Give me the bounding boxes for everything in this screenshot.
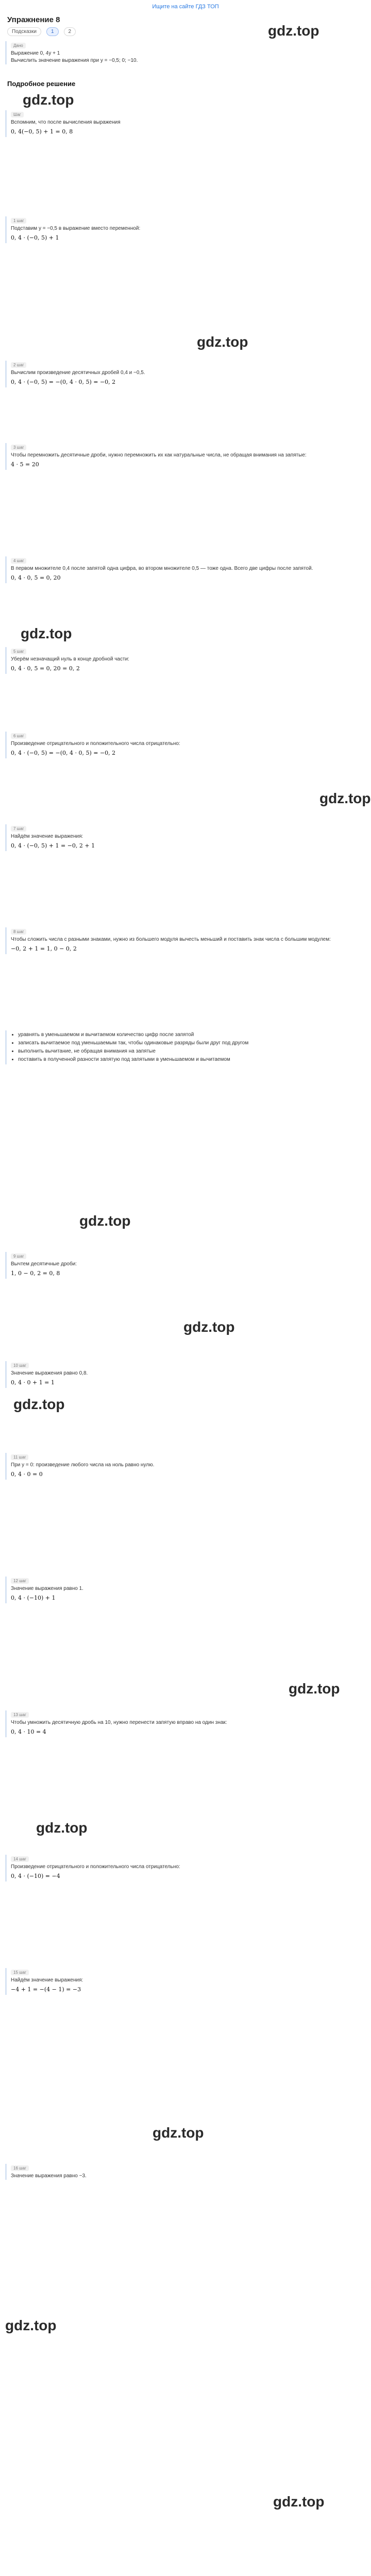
step-math: 0, 4 · (−0, 5) = −(0, 4 · 0, 5) = −0, 2 <box>11 750 116 756</box>
step-label: 9 шаг <box>11 1253 26 1259</box>
list-item: • уравнять в уменьшаемом и вычитаемом количество цифр после запятой <box>18 1031 366 1039</box>
tab-1[interactable]: 1 <box>46 27 59 36</box>
step-label: 12 шаг <box>11 1578 29 1584</box>
step-text: Вычтем десятичные дроби: <box>11 1261 77 1267</box>
problem-line2: Вычислить значение выражения при y = −0,5; 0; −10. <box>11 58 138 63</box>
step-label: 4 шаг <box>11 558 26 564</box>
watermark: gdz.top <box>153 2125 204 2141</box>
step-label: 8 шаг <box>11 929 26 935</box>
step-label: 6 шаг <box>11 733 26 739</box>
step-text: Чтобы перемножить десятичные дроби, нужно перемножить их как натуральные числа, не обращая внимания на запятые: <box>11 452 307 458</box>
step-math: 0, 4 · 0 + 1 = 1 <box>11 1379 55 1386</box>
step-card <box>5 1968 366 1995</box>
step-card <box>5 1361 366 1388</box>
step-math: 1, 0 − 0, 2 = 0, 8 <box>11 1270 60 1277</box>
list-item: • поставить в полученной разности запятую под запятыми в уменьшаемом и вычитаемом <box>18 1056 366 1063</box>
tab-2[interactable]: 2 <box>64 27 76 36</box>
step-label: 13 шаг <box>11 1712 29 1718</box>
step-card <box>5 443 366 470</box>
step-label: 2 шаг <box>11 362 26 368</box>
step-card <box>5 2164 366 2180</box>
problem-card <box>5 41 366 64</box>
step-math: 0, 4 · 0, 5 = 0, 20 <box>11 574 61 581</box>
step-math: 0, 4 · 0, 5 = 0, 20 = 0, 2 <box>11 665 80 672</box>
step-text: Значение выражения равно 1. <box>11 1586 83 1591</box>
step-math: 0, 4(−0, 5) + 1 = 0, 8 <box>11 128 73 135</box>
watermark: gdz.top <box>289 1681 340 1697</box>
watermark: gdz.top <box>13 1396 65 1412</box>
step-label: 5 шаг <box>11 649 26 654</box>
watermark: gdz.top <box>197 334 248 350</box>
watermark: gdz.top <box>183 1319 235 1335</box>
list-item: • записать вычитаемое под уменьшаемым так, чтобы одинаковые разряды были друг под другом <box>18 1040 366 1047</box>
step-text: Значение выражения равно −3. <box>11 2173 87 2179</box>
step-card <box>5 1855 366 1882</box>
rules-list <box>18 1031 366 1063</box>
step-math: 0, 4 · (−0, 5) = −(0, 4 · 0, 5) = −0, 2 <box>11 379 116 385</box>
step-math: 4 · 5 = 20 <box>11 461 39 468</box>
step-label: 15 шаг <box>11 1970 29 1975</box>
step-math: −4 + 1 = −(4 − 1) = −3 <box>11 1986 81 1993</box>
step-card <box>5 361 366 387</box>
step-card <box>5 824 366 851</box>
step-math: 0, 4 · 10 = 4 <box>11 1728 46 1735</box>
detailed-title: Подробное решение <box>7 80 76 88</box>
watermark: gdz.top <box>273 2494 325 2510</box>
step-label: Дано <box>11 43 26 48</box>
step-card <box>5 1453 366 1480</box>
step-math: −0, 2 + 1 = 1, 0 − 0, 2 <box>11 945 77 952</box>
step-math: 0, 4 · (−0, 5) + 1 = −0, 2 + 1 <box>11 842 95 849</box>
step-label: 11 шаг <box>11 1454 28 1460</box>
watermark: gdz.top <box>79 1213 131 1229</box>
step-text: Вспомним, что после вычисления выражения <box>11 120 121 125</box>
step-text: Значение выражения равно 0,8. <box>11 1370 88 1376</box>
page-title: Упражнение 8 <box>7 15 60 24</box>
step-text: Чтобы умножить десятичную дробь на 10, нужно перенести запятую вправо на один знак: <box>11 1720 227 1725</box>
watermark: gdz.top <box>268 23 319 39</box>
step-label: 3 шаг <box>11 445 26 450</box>
step-text: Чтобы сложить числа с разными знаками, нужно из большего модуля вычесть меньший и поставить знак числа с большим модулем: <box>11 937 331 942</box>
watermark: gdz.top <box>5 2317 57 2333</box>
top-banner[interactable]: Ищите на сайте ГДЗ ТОП <box>152 4 219 10</box>
step-text: Вычислим произведение десятичных дробей 0,4 и −0,5. <box>11 370 145 376</box>
step-math: 0, 4 · (−10) = −4 <box>11 1873 60 1879</box>
step-card <box>5 1710 366 1737</box>
step-math: 0, 4 · 0 = 0 <box>11 1471 43 1478</box>
step-text: Произведение отрицательного и положительного числа отрицательно: <box>11 1864 180 1870</box>
step-label: 7 шаг <box>11 826 26 832</box>
step-card <box>5 927 366 954</box>
step-label: Шаг <box>11 112 24 117</box>
step-card <box>5 110 366 137</box>
step-text: При y = 0: произведение любого числа на ноль равно нулю. <box>11 1462 155 1468</box>
watermark: gdz.top <box>21 625 72 641</box>
step-text: Произведение отрицательного и положительного числа отрицательно: <box>11 741 180 747</box>
tab-hints[interactable]: Подсказки <box>7 27 41 36</box>
step-card <box>5 647 366 674</box>
step-text: Уберём незначащий нуль в конце дробной части: <box>11 656 129 662</box>
step-label: 14 шаг <box>11 1856 29 1862</box>
problem-line1: Выражение 0, 4y + 1 <box>11 50 60 56</box>
step-label: 16 шаг <box>11 2165 29 2171</box>
watermark: gdz.top <box>36 1820 88 1836</box>
step-card <box>5 556 366 583</box>
bullets-card <box>5 1030 366 1064</box>
step-text: Подставим y = −0,5 в выражение вместо переменной: <box>11 226 141 231</box>
step-card <box>5 1252 366 1279</box>
step-text: Найдём значение выражения: <box>11 1977 83 1983</box>
step-card <box>5 732 366 758</box>
step-math: 0, 4 · (−0, 5) + 1 <box>11 234 59 241</box>
step-card <box>5 216 366 243</box>
step-card <box>5 1577 366 1603</box>
step-math: 0, 4 · (−10) + 1 <box>11 1595 56 1601</box>
list-item: • выполнить вычитание, не обращая внимания на запятые <box>18 1048 366 1055</box>
watermark: gdz.top <box>23 92 74 108</box>
step-label: 1 шаг <box>11 218 26 224</box>
step-text: Найдём значение выражения: <box>11 834 83 839</box>
step-label: 10 шаг <box>11 1363 29 1368</box>
step-text: В первом множителе 0,4 после запятой одна цифра, во втором множителе 0,5 — тоже одна. Всего две цифры после запятой. <box>11 566 313 571</box>
watermark: gdz.top <box>319 790 371 806</box>
